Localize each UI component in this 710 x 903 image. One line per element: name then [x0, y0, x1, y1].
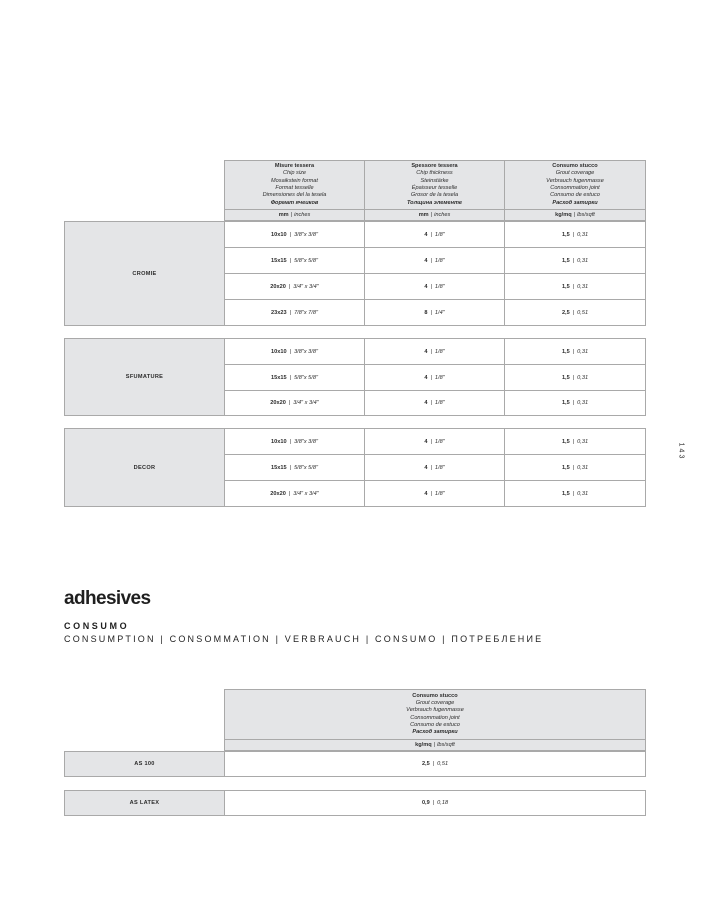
table-cell	[504, 273, 646, 300]
cell-value: 1,5	[561, 374, 570, 381]
unit-main: mm	[278, 212, 289, 218]
table-cell	[504, 247, 646, 274]
cell-value: 2,5	[421, 761, 430, 767]
cell-value: 1,5	[561, 490, 570, 497]
section-subtitle-translations: CONSUMPTION | CONSOMMATION | VERBRAUCH | CONSUMO | ПОТРЕБЛЕНИЕ	[64, 634, 544, 644]
cell-alt-value: 1/8"	[434, 283, 445, 290]
cell-alt-value: 0,51	[577, 309, 589, 316]
cell-alt-value: 0,31	[577, 257, 589, 264]
table-cell	[364, 454, 505, 481]
header-grout-coverage	[504, 160, 646, 210]
table-cell	[364, 273, 505, 300]
cell-sep: |	[430, 283, 432, 290]
table-cell	[224, 751, 646, 777]
cell-sep: |	[288, 400, 291, 406]
cell-value: 23x23	[271, 309, 287, 316]
unit-cell	[224, 210, 365, 221]
cell-value: 2,5	[561, 309, 570, 316]
cell-value: 15x15	[271, 374, 287, 381]
cell-value: 1,5	[561, 400, 570, 406]
cell-alt-value: 1/8"	[434, 400, 445, 406]
unit-cell	[224, 740, 646, 751]
header-chip-size	[224, 160, 365, 210]
header-title: Misure tessera	[274, 163, 315, 170]
table-cell	[224, 454, 365, 481]
cell-value: 4	[424, 257, 428, 264]
cell-value: 20x20	[270, 400, 286, 406]
cell-alt-value: 0,31	[577, 438, 589, 445]
cell-value: 10x10	[271, 348, 287, 355]
cell-sep: |	[430, 348, 432, 355]
table-cell	[364, 221, 505, 248]
header-line: Расход затирки	[412, 729, 458, 736]
cell-value: 4	[424, 438, 428, 445]
cell-alt-value: 0,31	[577, 348, 589, 355]
page-number-text: 143	[677, 442, 685, 461]
cell-alt-value: 1/8"	[434, 374, 445, 381]
cell-sep: |	[572, 231, 575, 238]
cell-value: 20x20	[270, 490, 286, 497]
unit-alt: inches	[294, 212, 311, 218]
cell-alt-value: 0,31	[577, 374, 589, 381]
unit-alt: lbs/sqft	[577, 212, 595, 218]
cell-alt-value: 3/4" x 3/4"	[293, 490, 319, 497]
cell-value: 15x15	[271, 257, 287, 264]
header-line: Consommation joint	[410, 714, 460, 721]
table-cell	[364, 364, 505, 391]
cell-sep: |	[288, 490, 291, 497]
unit-main: kg/mq	[555, 212, 572, 218]
cell-alt-value: 0,31	[577, 490, 589, 497]
cell-sep: |	[572, 400, 575, 406]
table-cell	[364, 428, 505, 455]
cell-value: 0,9	[421, 800, 430, 806]
cell-value: 4	[424, 374, 428, 381]
cell-sep: |	[430, 464, 432, 471]
cell-value: 4	[424, 464, 428, 471]
cell-alt-value: 1/8"	[434, 438, 445, 445]
cell-sep: |	[289, 464, 292, 471]
cell-alt-value: 0,31	[577, 283, 589, 290]
unit-alt: inches	[434, 212, 451, 218]
cell-alt-value: 1/8"	[434, 464, 445, 471]
header-line: Grout coverage	[555, 170, 595, 177]
cell-sep: |	[289, 257, 292, 264]
cell-alt-value: 3/8"x 3/8"	[294, 348, 318, 355]
cell-value: 1,5	[561, 283, 570, 290]
section-subtitle: CONSUMO	[64, 621, 130, 631]
cell-value: 20x20	[270, 283, 286, 290]
table-cell	[224, 428, 365, 455]
cell-value: 4	[424, 490, 428, 497]
cell-value: 10x10	[271, 438, 287, 445]
table-cell	[504, 364, 646, 391]
table-cell	[224, 364, 365, 391]
cell-sep: |	[430, 490, 432, 497]
cell-value: 1,5	[561, 438, 570, 445]
group-label-decor	[64, 428, 225, 507]
header-line: Расход затирки	[552, 199, 598, 206]
cell-alt-value: 3/4" x 3/4"	[293, 283, 319, 290]
row-label-as100	[64, 751, 225, 777]
cell-sep: |	[572, 374, 575, 381]
row-label-text: AS 100	[134, 761, 155, 767]
header-title: Spessore tessera	[411, 163, 458, 170]
cell-alt-value: 0,31	[577, 231, 589, 238]
cell-sep: |	[289, 309, 292, 316]
table-cell	[504, 338, 646, 365]
cell-sep: |	[572, 490, 575, 497]
group-label-cromie	[64, 221, 225, 326]
row-label-text: AS LATEX	[129, 800, 160, 806]
group-label-sfumature	[64, 338, 225, 416]
cell-value: 4	[424, 231, 428, 238]
cell-sep: |	[572, 257, 575, 264]
table-cell	[504, 480, 646, 507]
header-chip-thickness	[364, 160, 505, 210]
table-cell	[224, 273, 365, 300]
cell-sep: |	[572, 283, 575, 290]
group-label-text: CROMIE	[132, 270, 157, 277]
unit-alt: lbs/sqft	[437, 742, 455, 748]
header-line: Grosor de la tesela	[410, 192, 459, 199]
unit-main: mm	[418, 212, 429, 218]
table-cell	[224, 299, 365, 326]
cell-alt-value: 0,31	[577, 464, 589, 471]
header-grout-coverage	[224, 689, 646, 740]
table-cell	[224, 790, 646, 816]
header-title: Consumo stucco	[552, 163, 598, 170]
header-line: Формат ячеиков	[270, 199, 319, 206]
cell-value: 4	[424, 283, 428, 290]
cell-sep: |	[572, 309, 575, 316]
cell-alt-value: 1/8"	[434, 257, 445, 264]
cell-value: 15x15	[271, 464, 287, 471]
cell-sep: |	[432, 761, 435, 767]
cell-value: 4	[424, 348, 428, 355]
cell-value: 1,5	[561, 348, 570, 355]
table-cell	[504, 428, 646, 455]
cell-sep: |	[572, 438, 575, 445]
cell-sep: |	[432, 800, 435, 806]
cell-alt-value: 5/8"x 5/8"	[294, 257, 318, 264]
group-label-text: SFUMATURE	[125, 374, 164, 380]
cell-alt-value: 3/8"x 3/8"	[294, 438, 318, 445]
cell-alt-value: 1/8"	[434, 348, 445, 355]
unit-sep: |	[430, 212, 433, 218]
table-cell	[504, 299, 646, 326]
cell-alt-value: 5/8"x 5/8"	[294, 374, 318, 381]
cell-sep: |	[289, 231, 292, 238]
cell-alt-value: 0,18	[437, 800, 449, 806]
cell-sep: |	[430, 257, 432, 264]
cell-sep: |	[430, 438, 432, 445]
header-line: Épaisseur tesselle	[411, 185, 458, 191]
cell-sep: |	[430, 231, 432, 238]
header-line: Chip thickness	[416, 170, 453, 177]
cell-sep: |	[289, 374, 292, 381]
header-line: Consommation joint	[550, 185, 600, 191]
cell-alt-value: 3/4" x 3/4"	[293, 400, 319, 406]
cell-sep: |	[430, 400, 432, 406]
table-cell	[504, 221, 646, 248]
cell-value: 1,5	[561, 257, 570, 264]
table-cell	[364, 338, 505, 365]
unit-cell	[364, 210, 505, 221]
cell-sep: |	[572, 464, 575, 471]
table-cell	[224, 390, 365, 416]
table-cell	[224, 338, 365, 365]
cell-alt-value: 1/4"	[434, 309, 445, 316]
header-title: Consumo stucco	[412, 692, 458, 699]
table-cell	[224, 480, 365, 507]
cell-value: 4	[424, 400, 428, 406]
header-line: Mosaikstein format	[271, 177, 318, 184]
header-line: Verbrauch fugenmasse	[546, 177, 604, 184]
cell-alt-value: 0,51	[437, 761, 449, 767]
section-title: adhesives	[64, 588, 151, 609]
header-line: Consumo de estuco	[550, 192, 600, 199]
cell-alt-value: 5/8"x 5/8"	[294, 464, 318, 471]
unit-cell	[504, 210, 646, 221]
table-cell	[364, 247, 505, 274]
group-label-text: DECOR	[133, 464, 156, 471]
header-line: Format tesselle	[275, 185, 314, 191]
unit-main: kg/mq	[415, 742, 432, 748]
cell-value: 1,5	[561, 464, 570, 471]
unit-sep: |	[290, 212, 293, 218]
header-line: Chip size	[282, 170, 306, 177]
table-cell	[504, 390, 646, 416]
header-line: Verbrauch fugenmasse	[406, 707, 464, 714]
table-cell	[364, 480, 505, 507]
header-line: Grout coverage	[415, 699, 455, 706]
cell-alt-value: 1/8"	[434, 231, 445, 238]
cell-value: 1,5	[561, 231, 570, 238]
header-line: Толщина элементе	[406, 199, 463, 206]
table-cell	[364, 390, 505, 416]
cell-sep: |	[289, 348, 292, 355]
table-cell	[224, 247, 365, 274]
cell-sep: |	[288, 283, 291, 290]
cell-alt-value: 1/8"	[434, 490, 445, 497]
cell-sep: |	[430, 309, 432, 316]
cell-sep: |	[289, 438, 292, 445]
cell-alt-value: 3/8"x 3/8"	[294, 231, 318, 238]
cell-alt-value: 7/8"x 7/8"	[294, 309, 318, 316]
cell-value: 8	[424, 309, 428, 316]
unit-sep: |	[433, 742, 436, 748]
cell-alt-value: 0,31	[577, 400, 589, 406]
cell-sep: |	[572, 348, 575, 355]
row-label-aslatex	[64, 790, 225, 816]
header-line: Consumo de estuco	[410, 721, 460, 728]
header-line: Dimensiones del la tesela	[262, 192, 327, 199]
cell-value: 10x10	[271, 231, 287, 238]
table-cell	[364, 299, 505, 326]
table-cell	[224, 221, 365, 248]
table-cell	[504, 454, 646, 481]
unit-sep: |	[573, 212, 576, 218]
header-line: Steinstärke	[420, 177, 449, 184]
cell-sep: |	[430, 374, 432, 381]
